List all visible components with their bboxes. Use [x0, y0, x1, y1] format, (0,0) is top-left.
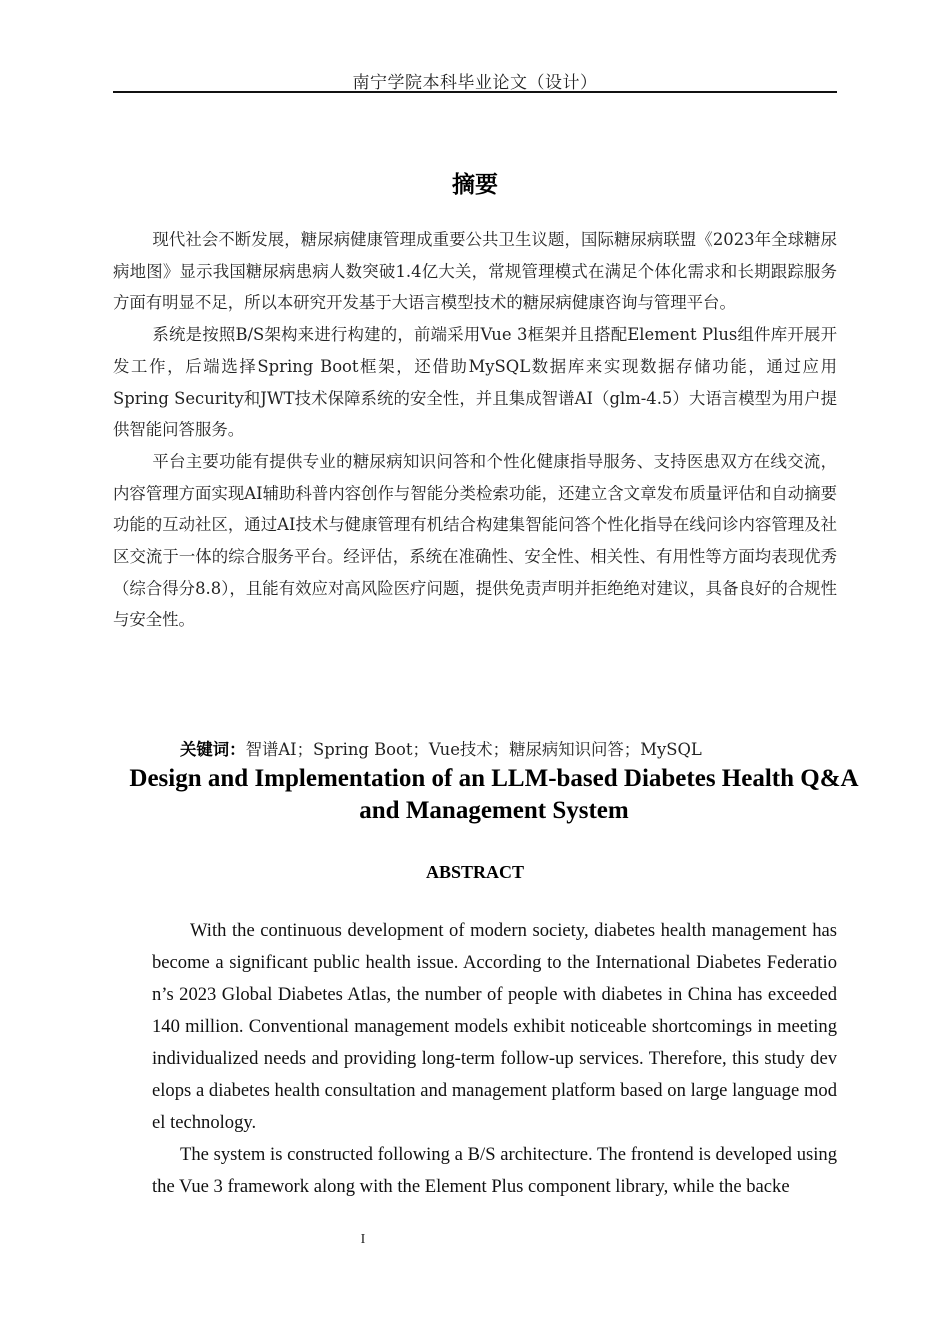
- english-abstract-paragraph: With the continuous development of modern society, diabetes health management has become a significant public health issue. According to the International Diabetes Federation’s 2023 Global Diabetes Atlas, the number of people with diabetes in China has exceeded 140 million. Conventional management models exhibit noticeable shortcomings in meeting individualized needs and providing long-term follow-up services. Therefore, this study develops a diabetes health consultation and management platform based on large language model technology.: [152, 920, 837, 1133]
- english-abstract-body: [152, 915, 837, 1203]
- chinese-abstract-paragraph: 现代社会不断发展，糖尿病健康管理成重要公共卫生议题，国际糖尿病联盟《2023年全球糖尿病地图》显示我国糖尿病患病人数突破1.4亿大关，常规管理模式在满足个体化需求和长期跟踪服务方面有明显不足，所以本研究开发基于大语言模型技术的糖尿病健康咨询与管理平台。: [113, 230, 837, 313]
- page-number: I: [360, 1232, 366, 1247]
- english-title: Design and Implementation of an LLM-based Diabetes Health Q&A and Management System: [129, 765, 859, 824]
- chinese-abstract-body: [113, 224, 837, 636]
- header-rule: [113, 91, 837, 93]
- chinese-abstract-paragraph: 系统是按照B/S架构来进行构建的，前端采用Vue 3框架并且搭配Element Plus组件库开展开发工作，后端选择Spring Boot框架，还借助MySQL数据库来实现数据存储功能，通过应用Spring Security和JWT技术保障系统的安全性，并且集成智谱AI（glm-4.5）大语言模型为用户提供智能问答服务。: [113, 325, 837, 440]
- keywords-label: 关键词：: [180, 740, 246, 759]
- english-abstract-paragraph: The system is constructed following a B/S architecture. The frontend is developed using the Vue 3 framework along with the Element Plus component library, while the backe: [152, 1144, 837, 1197]
- chinese-abstract-title: 摘要: [452, 172, 498, 198]
- keywords-list: 智谱AI；Spring Boot；Vue技术；糖尿病知识问答；MySQL: [245, 740, 702, 759]
- chinese-keywords: [180, 736, 837, 760]
- running-header: 南宁学院本科毕业论文（设计）: [352, 73, 598, 93]
- english-abstract-heading: ABSTRACT: [425, 862, 525, 882]
- chinese-abstract-paragraph: 平台主要功能有提供专业的糖尿病知识问答和个性化健康指导服务、支持医患双方在线交流，内容管理方面实现AI辅助科普内容创作与智能分类检索功能，还建立含文章发布质量评估和自动摘要功能的互动社区，通过AI技术与健康管理有机结合构建集智能问答个性化指导在线问诊内容管理及社区交流于一体的综合服务平台。经评估，系统在准确性、安全性、相关性、有用性等方面均表现优秀（综合得分8.8），且能有效应对高风险医疗问题，提供免责声明并拒绝绝对建议，具备良好的合规性与安全性。: [113, 451, 837, 630]
